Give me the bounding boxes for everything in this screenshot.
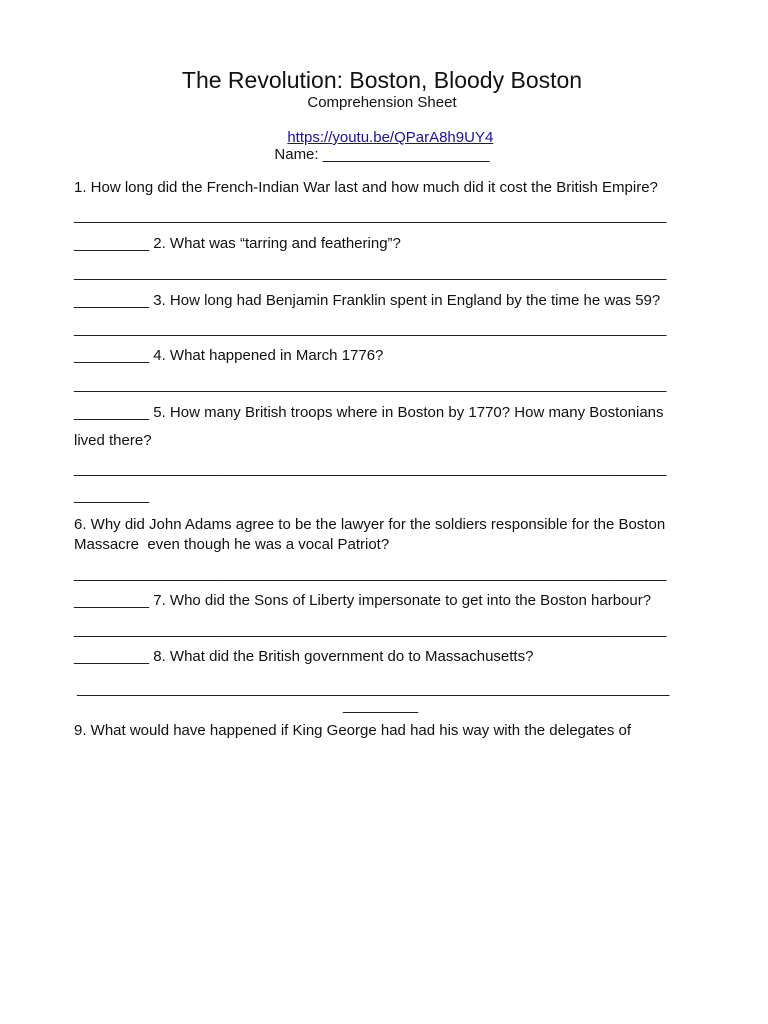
question-5-line-2: lived there?	[74, 432, 152, 449]
answer-line-4: _______________________________________________________________________	[74, 376, 667, 393]
answer-line-3: _______________________________________________________________________	[74, 320, 667, 337]
answer-line-8-tail: _________	[343, 697, 419, 714]
question-7: _________ 7. Who did the Sons of Liberty impersonate to get into the Boston harbour?	[74, 592, 652, 609]
answer-line-7: _______________________________________________________________________	[74, 621, 667, 638]
question-3: _________ 3. How long had Benjamin Franklin spent in England by the time he was 59?	[74, 292, 661, 309]
question-1: 1. How long did the French-Indian War last and how much did it cost the British Empire?	[74, 179, 658, 196]
answer-line-6: _______________________________________________________________________	[74, 565, 667, 582]
page-title: The Revolution: Boston, Bloody Boston	[181, 67, 583, 93]
question-5-line-1: _________ 5. How many British troops where in Boston by 1770? How many Bostonians	[74, 404, 664, 421]
question-6-line-2: Massacre even though he was a vocal Patriot?	[74, 536, 390, 553]
video-link[interactable]: https://youtu.be/QParA8h9UY4	[287, 129, 494, 146]
answer-line-5-tail: _________	[74, 487, 150, 504]
question-4: _________ 4. What happened in March 1776?	[74, 347, 384, 364]
answer-line-2: _______________________________________________________________________	[74, 264, 667, 281]
question-6-line-1: 6. Why did John Adams agree to be the lawyer for the soldiers responsible for the Boston	[74, 516, 666, 533]
name-field: Name: ____________________	[274, 146, 490, 163]
question-9-line-1: 9. What would have happened if King George had had his way with the delegates of	[74, 722, 632, 739]
question-8: _________ 8. What did the British government do to Massachusetts?	[74, 648, 534, 665]
answer-line-8: _______________________________________________________________________	[77, 680, 670, 697]
page-subtitle: Comprehension Sheet	[307, 94, 457, 111]
answer-line-1: _______________________________________________________________________	[74, 207, 667, 224]
question-2: _________ 2. What was “tarring and feathering”?	[74, 235, 401, 252]
answer-line-5: _______________________________________________________________________	[74, 460, 667, 477]
